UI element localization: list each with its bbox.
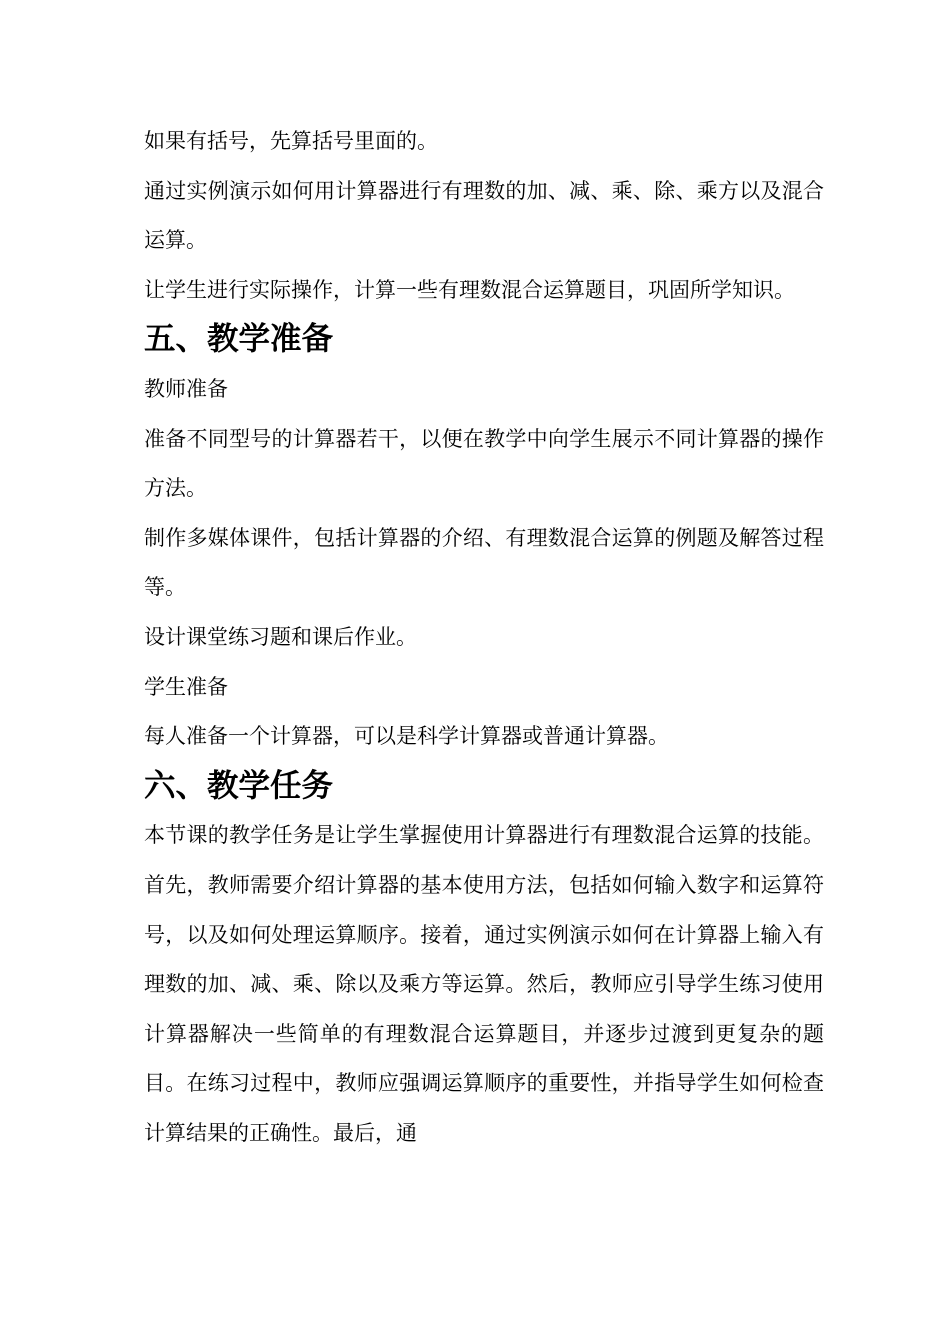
- paragraph-student-practice: 让学生进行实际操作，计算一些有理数混合运算题目，巩固所学知识。: [144, 277, 795, 302]
- paragraph-parentheses-rule: 如果有括号，先算括号里面的。: [144, 129, 438, 153]
- paragraph-calculator-models: 准备不同型号的计算器若干，以便在教学中向学生展示不同计算器的操作方法。: [144, 426, 824, 501]
- section-heading-preparation: 五、教学准备: [144, 321, 334, 358]
- paragraph-exercises-homework: 设计课堂练习题和课后作业。: [144, 624, 417, 649]
- paragraph-student-prep-label: 学生准备: [144, 674, 228, 699]
- paragraph-student-calculator: 每人准备一个计算器，可以是科学计算器或普通计算器。: [144, 724, 669, 749]
- paragraph-demo-operations: 通过实例演示如何用计算器进行有理数的加、减、乘、除、乘方以及混合运算。: [144, 178, 824, 253]
- paragraph-multimedia-courseware: 制作多媒体课件，包括计算器的介绍、有理数混合运算的例题及解答过程等。: [144, 525, 824, 600]
- paragraph-teaching-tasks: 本节课的教学任务是让学生掌握使用计算器进行有理数混合运算的技能。首先，教师需要介绍计算器的基本使用方法，包括如何输入数字和运算符号，以及如何处理运算顺序。接着，通过实例演示如何在计算器上输入有理数的加、减、乘、除以及乘方等运算。然后，教师应引导学生练习使用计算器解决一些简单的有理数混合运算题目，并逐步过渡到更复杂的题目。在练习过程中，教师应强调运算顺序的重要性，并指导学生如何检查计算结果的正确性。最后，通: [144, 823, 824, 1145]
- paragraph-teacher-prep-label: 教师准备: [144, 376, 228, 401]
- document-body: [144, 117, 824, 1158]
- section-heading-tasks: 六、教学任务: [144, 767, 334, 804]
